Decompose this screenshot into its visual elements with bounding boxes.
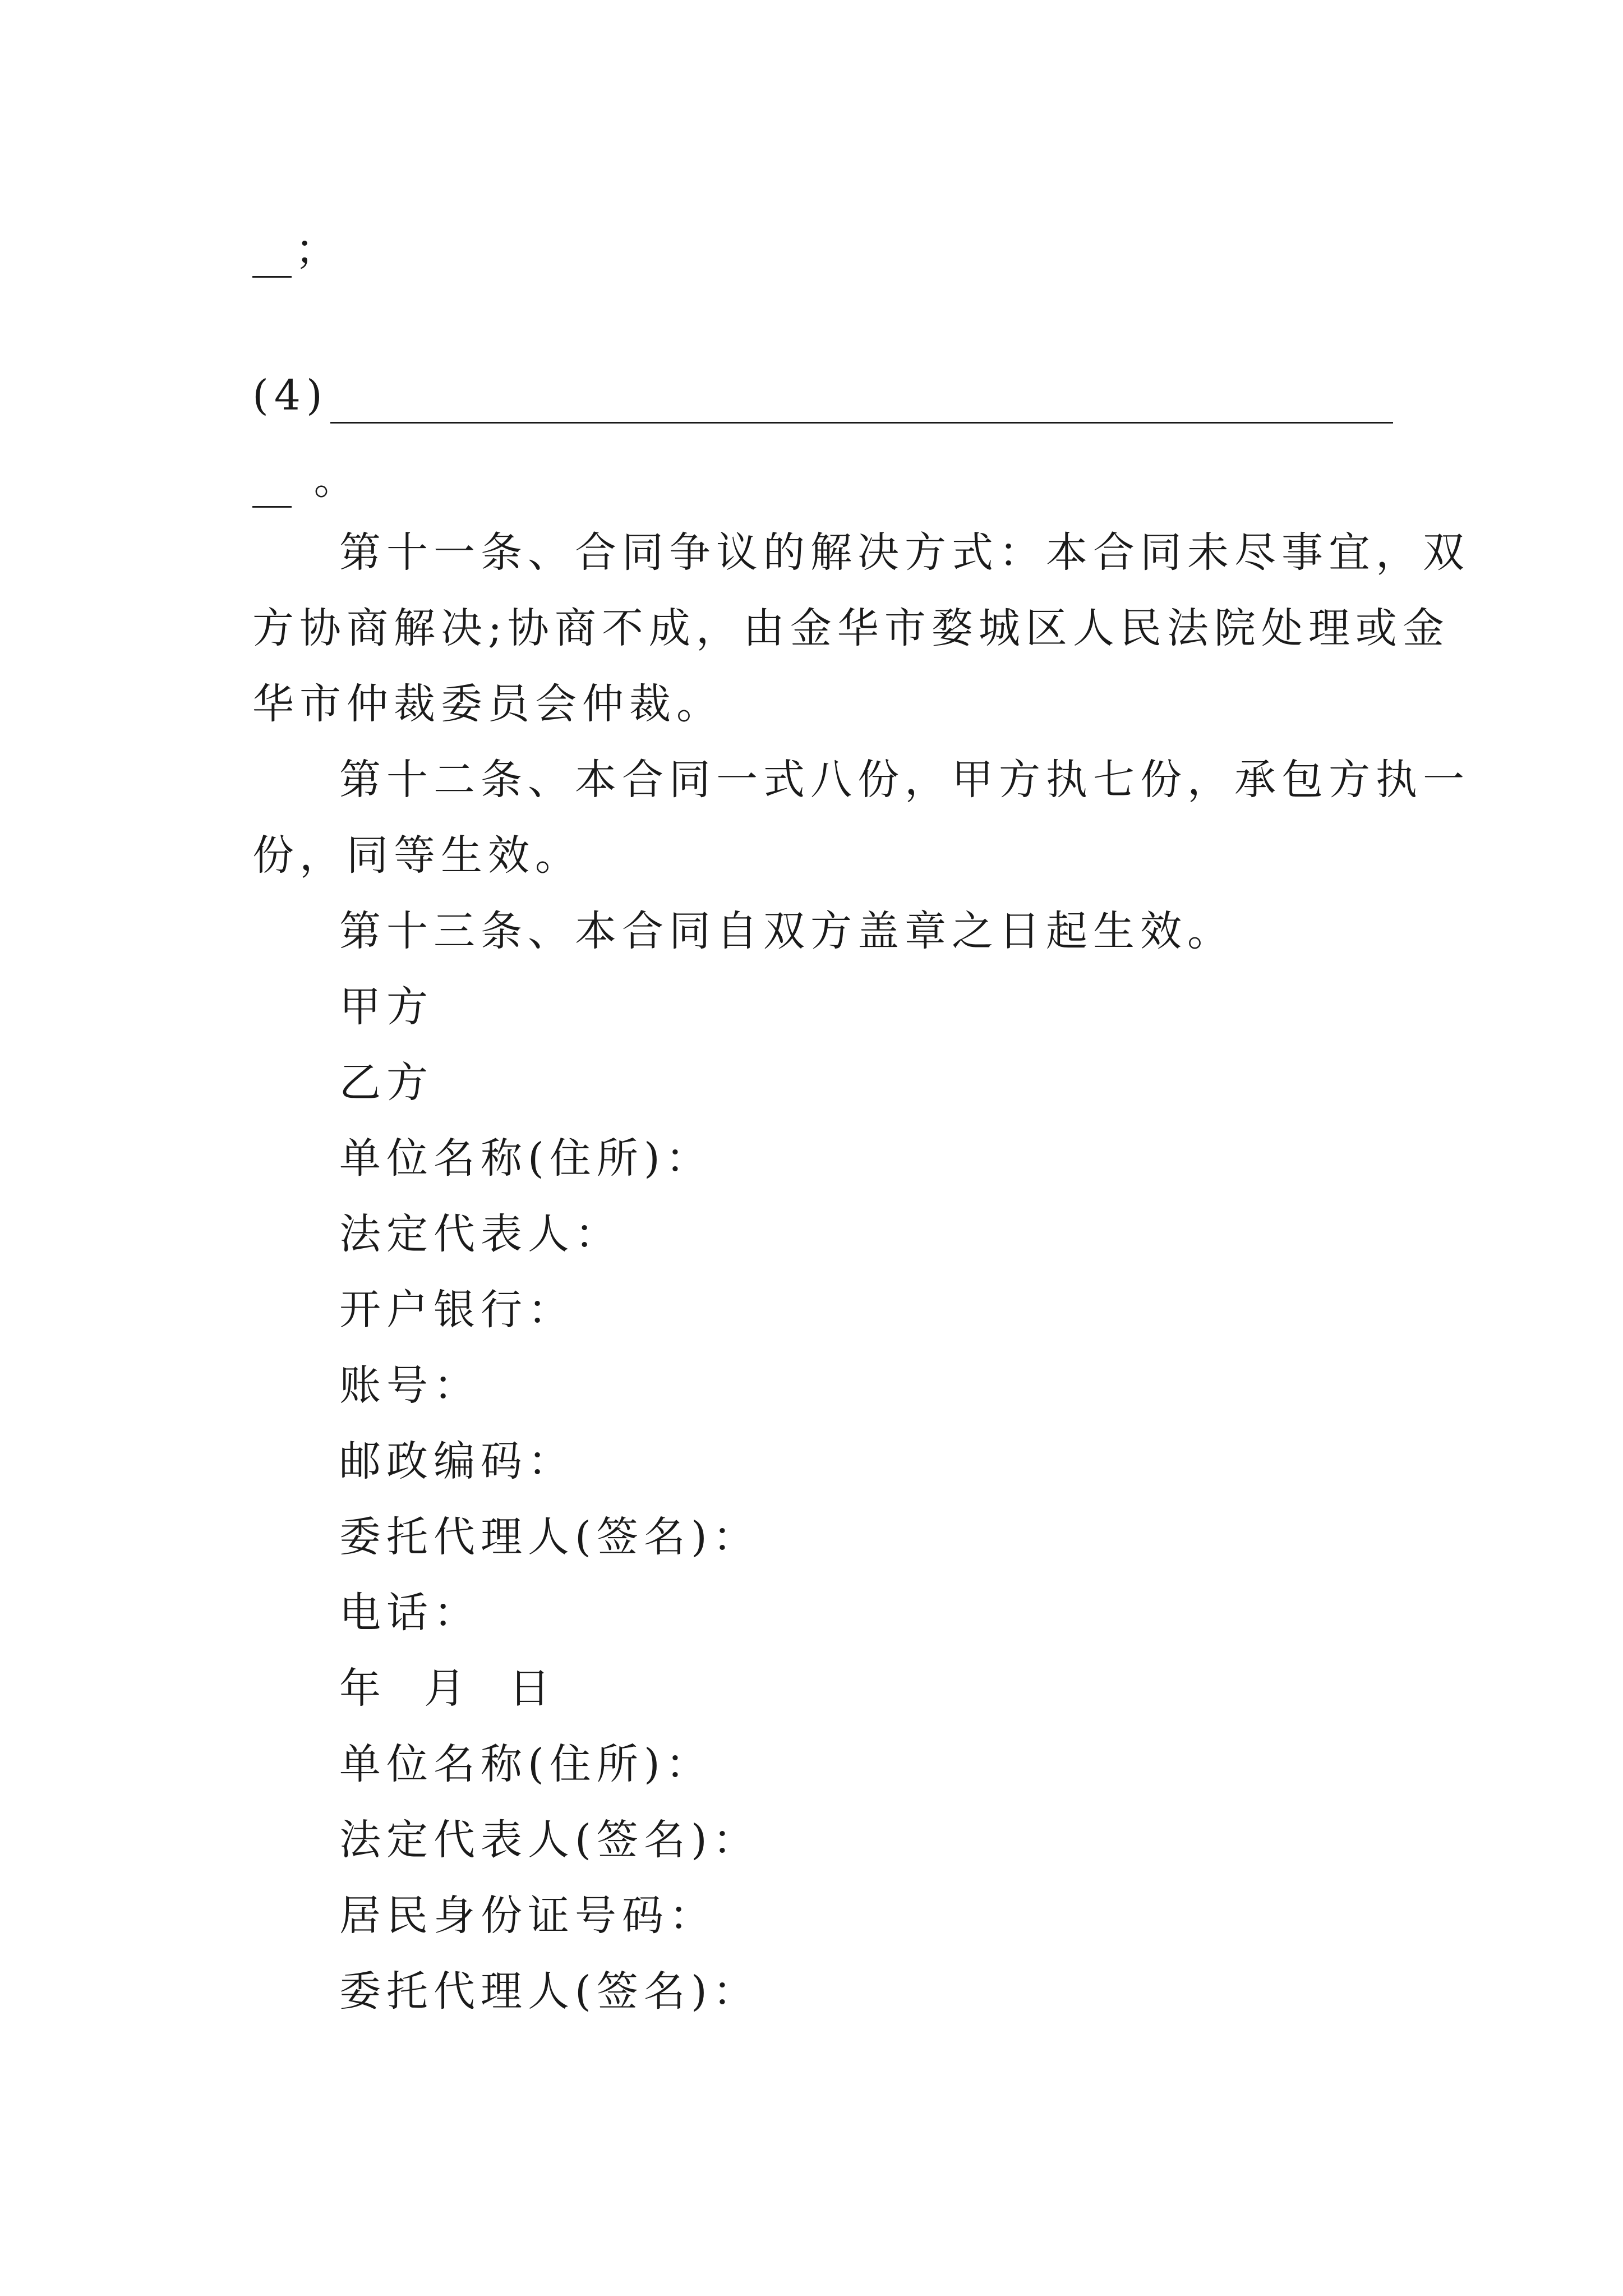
field-unit-name-a: 单位名称(住所)：	[339, 1134, 713, 1182]
field-legal-rep-b: 法定代表人(签名)：	[339, 1816, 760, 1864]
article-11-line-1: 第十一条、合同争议的解决方式：本合同未尽事宜，双	[339, 528, 1470, 577]
item-4-underline	[330, 385, 1393, 424]
field-agent-b: 委托代理人(签名)：	[339, 1967, 760, 2016]
item-4-line-end	[252, 452, 361, 508]
item-4-line	[252, 367, 1393, 424]
semicolon: ；	[295, 226, 342, 274]
field-phone: 电话：	[339, 1589, 481, 1637]
period: 。	[295, 455, 361, 504]
blank-underline	[252, 242, 292, 278]
field-id-number: 居民身份证号码：	[339, 1892, 716, 1940]
blank-underline	[252, 472, 292, 508]
field-legal-rep-a: 法定代表人：	[339, 1210, 622, 1258]
field-date: 年 月 日	[339, 1664, 556, 1713]
field-postcode: 邮政编码：	[339, 1437, 575, 1485]
field-unit-name-b: 单位名称(住所)：	[339, 1740, 713, 1788]
article-12-line-1: 第十二条、本合同一式八份，甲方执七份，承包方执一	[339, 756, 1470, 804]
item-4-label: (4)	[252, 371, 328, 420]
article-13: 第十三条、本合同自双方盖章之日起生效。	[339, 907, 1234, 955]
article-11-line-2: 方协商解决;协商不成，由金华市婺城区人民法院处理或金	[252, 604, 1450, 652]
blank-line-end	[252, 222, 342, 278]
field-account: 账号：	[339, 1361, 481, 1410]
party-a-label: 甲方	[339, 983, 434, 1031]
article-12-line-2: 份，同等生效。	[252, 831, 582, 880]
field-bank: 开户银行：	[339, 1286, 575, 1334]
field-agent-a: 委托代理人(签名)：	[339, 1513, 760, 1561]
article-11-line-3: 华市仲裁委员会仲裁。	[252, 680, 723, 728]
party-b-label: 乙方	[339, 1059, 434, 1107]
